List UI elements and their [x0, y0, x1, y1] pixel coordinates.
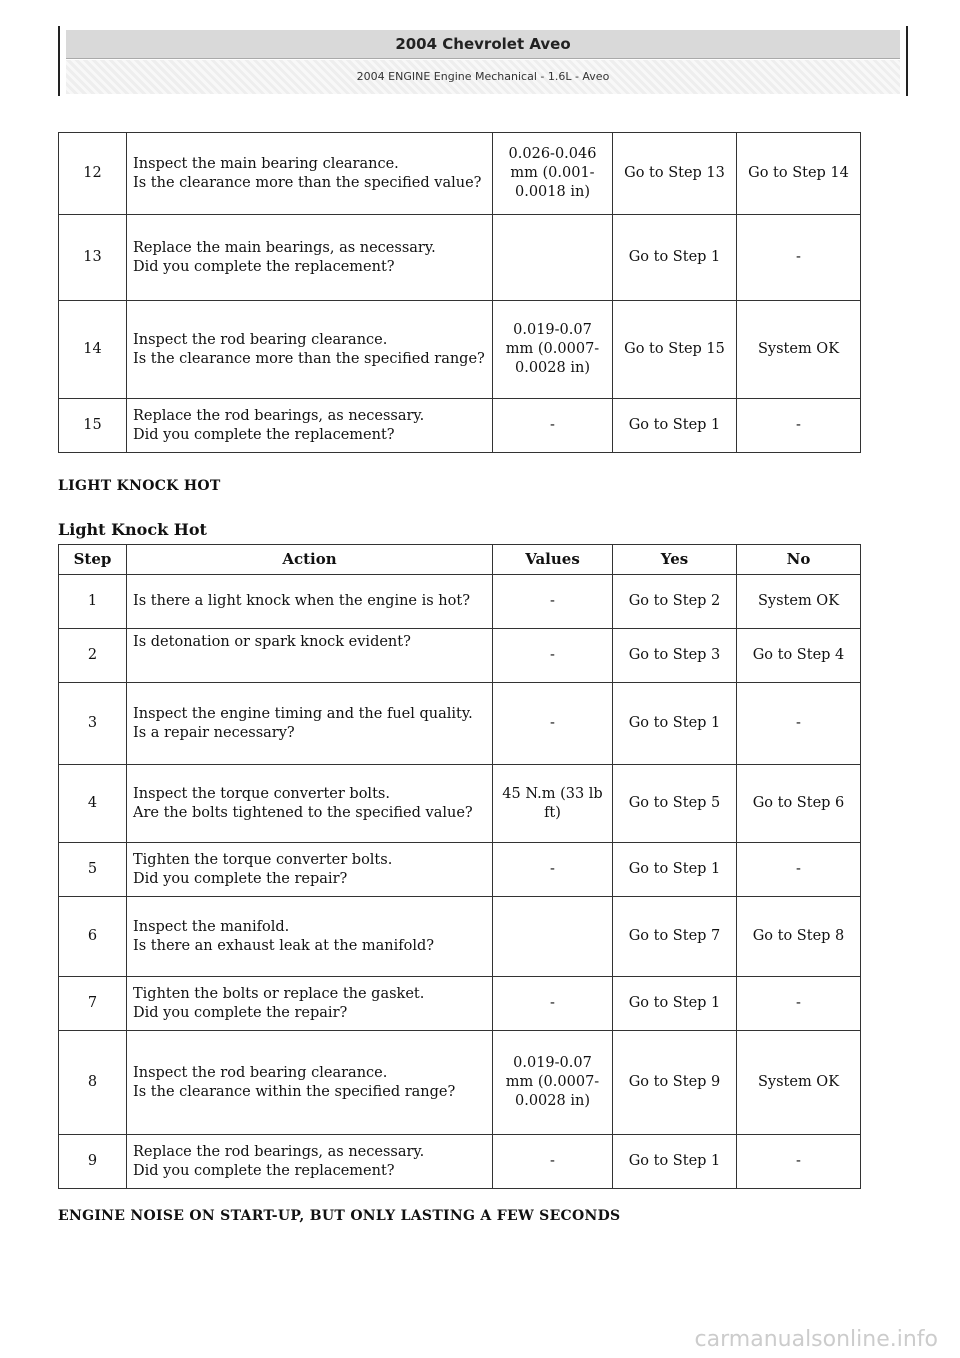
table-row	[59, 765, 861, 843]
action-line: Did you complete the replacement?	[133, 426, 395, 443]
step-number: 13	[59, 215, 127, 301]
action-line: Are the bolts tightened to the specified value?	[133, 804, 473, 821]
values-cell: 0.019-0.07 mm (0.0007-0.0028 in)	[493, 1031, 613, 1135]
document-title: 2004 Chevrolet Aveo	[66, 30, 900, 59]
column-header-step: Step	[59, 545, 127, 575]
yes-cell: Go to Step 7	[613, 897, 737, 977]
column-header-yes: Yes	[613, 545, 737, 575]
action-cell	[127, 301, 493, 399]
column-header-values: Values	[493, 545, 613, 575]
yes-cell: Go to Step 1	[613, 683, 737, 765]
column-header-no: No	[737, 545, 861, 575]
action-cell	[127, 897, 493, 977]
yes-cell: Go to Step 1	[613, 1135, 737, 1189]
yes-cell: Go to Step 5	[613, 765, 737, 843]
document-subtitle: 2004 ENGINE Engine Mechanical - 1.6L - Aveo	[66, 60, 900, 94]
no-cell: Go to Step 4	[737, 629, 861, 683]
step-number: 2	[59, 629, 127, 683]
light-knock-hot-table	[58, 544, 861, 1189]
no-cell: -	[737, 215, 861, 301]
step-number: 9	[59, 1135, 127, 1189]
values-cell: -	[493, 399, 613, 453]
table-row	[59, 629, 861, 683]
action-cell	[127, 1135, 493, 1189]
values-cell: -	[493, 843, 613, 897]
values-cell: -	[493, 683, 613, 765]
no-cell: Go to Step 8	[737, 897, 861, 977]
table-row	[59, 897, 861, 977]
table-row	[59, 399, 861, 453]
values-cell: 0.026-0.046 mm (0.001-0.0018 in)	[493, 133, 613, 215]
action-line: Inspect the torque converter bolts.	[133, 785, 390, 802]
action-cell	[127, 683, 493, 765]
action-line: Is the clearance more than the specified range?	[133, 350, 485, 367]
action-cell	[127, 843, 493, 897]
action-cell	[127, 133, 493, 215]
action-cell	[127, 575, 493, 629]
action-cell	[127, 977, 493, 1031]
action-line: Inspect the manifold.	[133, 918, 290, 935]
yes-cell: Go to Step 13	[613, 133, 737, 215]
action-line: Inspect the engine timing and the fuel quality.	[133, 705, 473, 722]
action-cell	[127, 399, 493, 453]
no-cell: -	[737, 683, 861, 765]
watermark: carmanualsonline.info	[694, 1327, 938, 1352]
section-heading: ENGINE NOISE ON START-UP, BUT ONLY LASTING A FEW SECONDS	[58, 1208, 621, 1224]
action-line: Is there an exhaust leak at the manifold?	[133, 937, 435, 954]
yes-cell: Go to Step 3	[613, 629, 737, 683]
no-cell: Go to Step 14	[737, 133, 861, 215]
yes-cell: Go to Step 1	[613, 843, 737, 897]
step-number: 7	[59, 977, 127, 1031]
action-cell	[127, 215, 493, 301]
action-cell	[127, 629, 493, 683]
table-row	[59, 977, 861, 1031]
no-cell: System OK	[737, 1031, 861, 1135]
step-number: 4	[59, 765, 127, 843]
values-cell: 0.019-0.07 mm (0.0007-0.0028 in)	[493, 301, 613, 399]
yes-cell: Go to Step 2	[613, 575, 737, 629]
action-line: Inspect the main bearing clearance.	[133, 155, 399, 172]
yes-cell: Go to Step 15	[613, 301, 737, 399]
action-line: Replace the rod bearings, as necessary.	[133, 407, 425, 424]
values-cell: -	[493, 977, 613, 1031]
table-row	[59, 301, 861, 399]
values-cell: 45 N.m (33 lb ft)	[493, 765, 613, 843]
action-cell	[127, 765, 493, 843]
table-row	[59, 575, 861, 629]
action-line: Replace the rod bearings, as necessary.	[133, 1143, 425, 1160]
action-line: Tighten the bolts or replace the gasket.	[133, 985, 425, 1002]
table-row	[59, 1135, 861, 1189]
values-cell	[493, 215, 613, 301]
action-line: Replace the main bearings, as necessary.	[133, 239, 436, 256]
table-row	[59, 683, 861, 765]
action-line: Inspect the rod bearing clearance.	[133, 331, 388, 348]
action-line: Is the clearance within the specified range?	[133, 1083, 456, 1100]
step-number: 15	[59, 399, 127, 453]
step-number: 12	[59, 133, 127, 215]
table-row	[59, 843, 861, 897]
step-number: 14	[59, 301, 127, 399]
step-number: 3	[59, 683, 127, 765]
no-cell: -	[737, 977, 861, 1031]
no-cell: Go to Step 6	[737, 765, 861, 843]
action-line: Tighten the torque converter bolts.	[133, 851, 393, 868]
step-number: 5	[59, 843, 127, 897]
table-header-row	[59, 545, 861, 575]
table-row	[59, 133, 861, 215]
no-cell: -	[737, 1135, 861, 1189]
action-line: Did you complete the repair?	[133, 1004, 348, 1021]
no-cell: System OK	[737, 301, 861, 399]
yes-cell: Go to Step 1	[613, 399, 737, 453]
action-line: Did you complete the replacement?	[133, 258, 395, 275]
action-cell	[127, 1031, 493, 1135]
action-line: Is the clearance more than the specified value?	[133, 174, 482, 191]
action-line: Did you complete the replacement?	[133, 1162, 395, 1179]
yes-cell: Go to Step 9	[613, 1031, 737, 1135]
no-cell: System OK	[737, 575, 861, 629]
step-number: 1	[59, 575, 127, 629]
section-heading: LIGHT KNOCK HOT	[58, 478, 221, 494]
no-cell: -	[737, 843, 861, 897]
column-header-action: Action	[127, 545, 493, 575]
values-cell: -	[493, 575, 613, 629]
table-row	[59, 1031, 861, 1135]
continued-diagnostic-table	[58, 132, 861, 453]
values-cell: -	[493, 629, 613, 683]
action-line: Is a repair necessary?	[133, 724, 295, 741]
no-cell: -	[737, 399, 861, 453]
action-line: Is detonation or spark knock evident?	[133, 634, 411, 650]
step-number: 6	[59, 897, 127, 977]
page-header	[58, 26, 908, 96]
values-cell	[493, 897, 613, 977]
yes-cell: Go to Step 1	[613, 977, 737, 1031]
step-number: 8	[59, 1031, 127, 1135]
table-row	[59, 215, 861, 301]
values-cell: -	[493, 1135, 613, 1189]
action-line: Is there a light knock when the engine is hot?	[133, 593, 470, 609]
yes-cell: Go to Step 1	[613, 215, 737, 301]
action-line: Inspect the rod bearing clearance.	[133, 1064, 388, 1081]
table-caption: Light Knock Hot	[58, 520, 207, 539]
action-line: Did you complete the repair?	[133, 870, 348, 887]
